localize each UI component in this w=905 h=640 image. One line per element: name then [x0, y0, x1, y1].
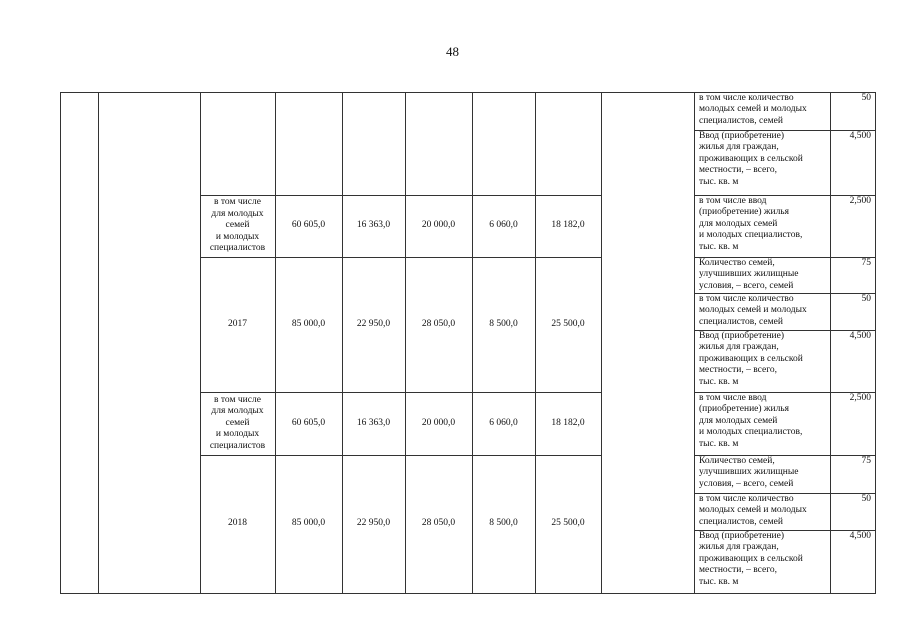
amount-cell: 25 500,0 — [551, 318, 585, 329]
indicator-value: 50 — [861, 294, 871, 304]
indicator-value: 2,500 — [849, 196, 871, 206]
amount-cell: 60 605,0 — [291, 220, 326, 231]
amount-cell: 28 050,0 — [421, 518, 456, 529]
amount-cell: 6 060,0 — [489, 417, 518, 428]
indicator-value: 50 — [861, 494, 871, 504]
table-column-line — [830, 92, 831, 594]
amount-cell: 16 363,0 — [356, 417, 391, 428]
amount-cell — [405, 92, 472, 195]
amount-cell: 8 500,0 — [489, 518, 518, 529]
amount-cell: 20 000,0 — [421, 417, 456, 428]
year-cell — [200, 92, 275, 195]
indicator-name: Ввод (приобретение) жилья для граждан, проживающих в сельской местности, – всего, тыс. кв. м — [699, 131, 803, 187]
table-column-line — [601, 92, 602, 594]
table-bottom-border — [60, 593, 876, 594]
subgroup-label-cell: в том числе для молодых семей и молодых специалистов — [209, 197, 266, 254]
indicator-name: Ввод (приобретение) жилья для граждан, проживающих в сельской местности, – всего, тыс. кв. м — [699, 331, 803, 387]
indicator-value: 75 — [861, 258, 871, 268]
amount-cell — [472, 92, 535, 195]
amount-cell: 18 182,0 — [551, 220, 585, 231]
amount-cell: 16 363,0 — [356, 220, 391, 231]
indicator-value: 4,500 — [849, 131, 871, 141]
indicator-name: Количество семей, улучшивших жилищные условия, – всего, семей — [699, 258, 799, 291]
amount-cell — [342, 92, 405, 195]
year-cell: 2017 — [228, 318, 247, 329]
amount-cell: 22 950,0 — [356, 518, 391, 529]
amount-cell: 28 050,0 — [421, 318, 456, 329]
amount-cell: 6 060,0 — [489, 220, 518, 231]
amount-cell: 85 000,0 — [291, 318, 326, 329]
table-column-line — [875, 92, 876, 594]
table-column-line — [694, 92, 695, 594]
indicator-name: Количество семей, улучшивших жилищные условия, – всего, семей — [699, 456, 799, 489]
amount-cell: 22 950,0 — [356, 318, 391, 329]
indicator-name: в том числе ввод (приобретение) жилья для молодых семей и молодых специалистов, тыс. кв. м — [699, 393, 803, 449]
year-cell: 2018 — [228, 518, 247, 529]
indicator-value: 4,500 — [849, 531, 871, 541]
indicator-name: в том числе количество молодых семей и молодых специалистов, семей — [699, 294, 807, 327]
indicator-name: Ввод (приобретение) жилья для граждан, проживающих в сельской местности, – всего, тыс. кв. м — [699, 531, 803, 587]
amount-cell: 18 182,0 — [551, 417, 585, 428]
indicator-name: в том числе ввод (приобретение) жилья для молодых семей и молодых специалистов, тыс. кв. м — [699, 196, 803, 252]
amount-cell — [275, 92, 342, 195]
page-number: 48 — [446, 44, 459, 59]
amount-cell — [535, 92, 601, 195]
indicator-value: 50 — [861, 93, 871, 103]
indicator-value: 4,500 — [849, 331, 871, 341]
indicator-value: 75 — [861, 456, 871, 466]
table-column-line — [60, 92, 61, 594]
amount-cell: 8 500,0 — [489, 318, 518, 329]
amount-cell: 85 000,0 — [291, 518, 326, 529]
indicator-name: в том числе количество молодых семей и молодых специалистов, семей — [699, 93, 807, 126]
table-column-line — [98, 92, 99, 594]
amount-cell: 60 605,0 — [291, 417, 326, 428]
amount-cell: 25 500,0 — [551, 518, 585, 529]
indicator-value: 2,500 — [849, 393, 871, 403]
subgroup-label-cell: в том числе для молодых семей и молодых специалистов — [209, 394, 266, 451]
indicator-name: в том числе количество молодых семей и молодых специалистов, семей — [699, 494, 807, 527]
amount-cell: 20 000,0 — [421, 220, 456, 231]
